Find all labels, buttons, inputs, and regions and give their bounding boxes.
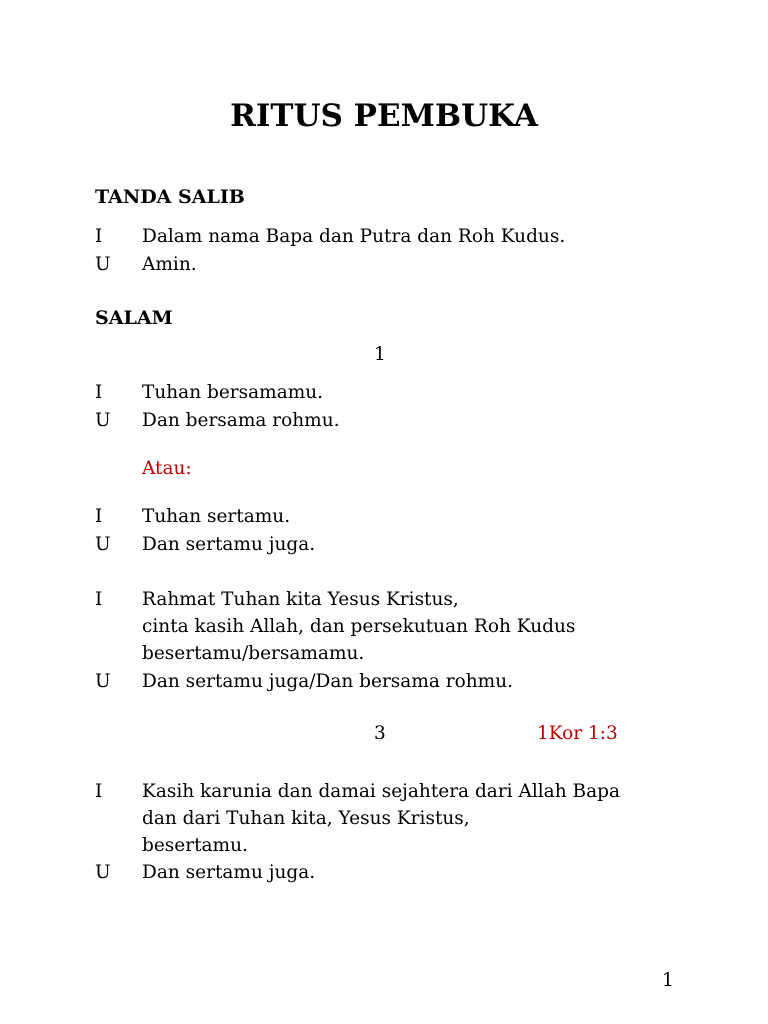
liturgy-line: dan dari Tuhan kita, Yesus Kristus,: [142, 808, 470, 829]
alternative-label: Atau:: [142, 458, 192, 479]
page-title: RITUS PEMBUKA: [230, 98, 538, 134]
liturgy-line: Dan bersama rohmu.: [142, 410, 340, 431]
scripture-reference: 1Kor 1:3: [537, 723, 618, 744]
option-number: 1: [374, 344, 386, 365]
role-marker: I: [95, 506, 103, 527]
liturgy-line: Rahmat Tuhan kita Yesus Kristus,: [142, 589, 459, 610]
role-marker: U: [95, 254, 111, 275]
section-heading-tanda-salib: TANDA SALIB: [95, 186, 245, 208]
role-marker: I: [95, 589, 103, 610]
liturgy-line: Dan sertamu juga/Dan bersama rohmu.: [142, 671, 514, 692]
page-number: 1: [662, 970, 674, 991]
liturgy-line: Dan sertamu juga.: [142, 862, 316, 883]
liturgy-line: besertamu.: [142, 835, 248, 856]
liturgy-line: cinta kasih Allah, dan persekutuan Roh Kudus: [142, 616, 576, 637]
role-marker: I: [95, 781, 103, 802]
liturgy-line: Tuhan bersamamu.: [142, 382, 324, 403]
role-marker: U: [95, 534, 111, 555]
liturgy-line: Kasih karunia dan damai sejahtera dari Allah Bapa: [142, 781, 620, 802]
section-heading-salam: SALAM: [95, 307, 173, 329]
role-marker: U: [95, 671, 111, 692]
liturgy-line: Dalam nama Bapa dan Putra dan Roh Kudus.: [142, 226, 566, 247]
role-marker: I: [95, 382, 103, 403]
role-marker: I: [95, 226, 103, 247]
liturgy-line: Amin.: [142, 254, 197, 275]
liturgy-line: Dan sertamu juga.: [142, 534, 316, 555]
role-marker: U: [95, 862, 111, 883]
liturgy-line: besertamu/bersamamu.: [142, 643, 365, 664]
liturgy-line: Tuhan sertamu.: [142, 506, 291, 527]
option-number: 3: [374, 723, 386, 744]
role-marker: U: [95, 410, 111, 431]
